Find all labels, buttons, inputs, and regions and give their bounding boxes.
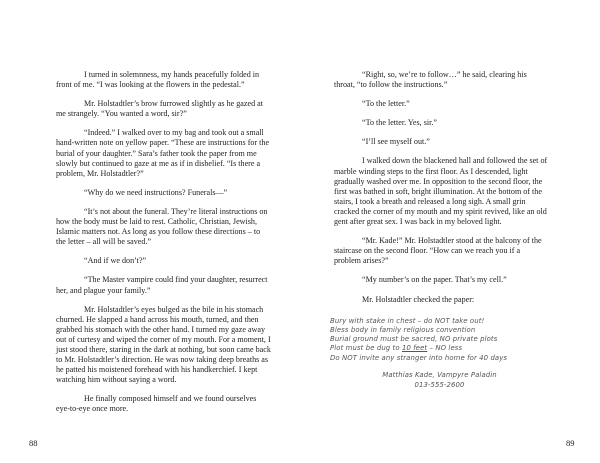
signature-phone: 013-555-2600 <box>414 381 465 390</box>
right-text-column <box>330 70 549 390</box>
handwritten-note <box>330 317 549 390</box>
note-line: Burial ground must be sacred, NO private plots <box>330 335 498 344</box>
paragraph: Mr. Holstadtler checked the paper: <box>362 294 475 304</box>
paragraph: “Indeed.” I walked over to my bag and took out a small hand-written note on yellow paper. “These are instructions for the burial of your daughter.” Sara’s father took the paper from me slowly but continued to gaze at me as if in disbelief. “Is there a problem, Mr. Holstadtler?” <box>56 128 270 178</box>
note-signature <box>330 370 549 390</box>
paragraph: “And if we don’t?” <box>84 256 147 266</box>
note-line-plot <box>330 344 549 353</box>
note-line: Do NOT invite any stranger into home for 40 days <box>330 353 508 362</box>
note-line: Bless body in family religious convention <box>330 325 476 334</box>
paragraph: I turned in solemnness, my hands peacefully folded in front of me. “I was looking at the flowers in the pedestal.” <box>56 70 260 90</box>
paragraph: Mr. Holstadtler’s brow furrowed slightly as he gazed at me strangely. “You wanted a word, sir?” <box>56 99 263 119</box>
paragraph: “My number’s on the paper. That’s my cell.” <box>362 275 507 285</box>
paragraph: “The Master vampire could find your daughter, resurrect her, and plague your family.” <box>56 275 268 295</box>
paragraph: “Why do we need instructions? Funerals—” <box>84 187 228 197</box>
paragraph: “It’s not about the funeral. They’re literal instructions on how the body must be laid to rest. Catholic, Christian, Jewish, Islamic matters not. As long as you follow these directions – to the letter – all will be saved.” <box>56 206 268 247</box>
page-number-right: 89 <box>566 438 575 448</box>
left-text-column <box>56 70 272 424</box>
paragraph: “To the letter.” <box>362 99 410 109</box>
paragraph: I walked down the blackened hall and followed the set of marble winding steps to the first floor. As I descended, light gradually washed over me. In opposition to the second floor, the first was bathed in soft, bright illumination. At the bottom of the stairs, I took a breath and released a long sigh. A small grin cracked the corner of my mouth and my spirit revived, like an old gent after great sex. I was back in my beloved light. <box>334 156 548 227</box>
paragraph: “I’ll see myself out.” <box>362 137 430 147</box>
note-plot-after: – NO less <box>427 344 463 353</box>
page-number-left: 88 <box>29 438 38 448</box>
paragraph: “To the letter. Yes, sir.” <box>362 118 437 128</box>
paragraph: He finally composed himself and we found ourselves eye-to-eye once more. <box>56 394 257 414</box>
note-plot-underlined: 10 feet <box>401 344 428 353</box>
right-page <box>300 0 600 463</box>
paragraph: Mr. Holstadtler’s eyes bulged as the bile in his stomach churned. He slapped a hand across his mouth, turned, and then grabbed his stomach with the other hand. I turned my gaze away out of curtesy and wiped the corner of my mouth. For a moment, I just stood there, staring in the dark at nothing, but soon came back to Mr. Holstadtler’s direction. He was now taking deep breaths as he patted his moistened forehead with his handkerchief. I kept watching him without saying a word. <box>56 304 271 385</box>
signature-name: Matthias Kade, Vampyre Paladin <box>382 371 497 380</box>
paragraph: “Right, so, we’re to follow…” he said, clearing his throat, “to follow the instructions.” <box>334 70 527 90</box>
paragraph: “Mr. Kade!” Mr. Holstadtler stood at the balcony of the staircase on the second floor. “How can we reach you if a problem arises?” <box>334 236 542 266</box>
note-line: Bury with stake in chest – do NOT take out! <box>330 316 485 325</box>
note-plot-before: Plot must be dug to <box>330 344 402 353</box>
